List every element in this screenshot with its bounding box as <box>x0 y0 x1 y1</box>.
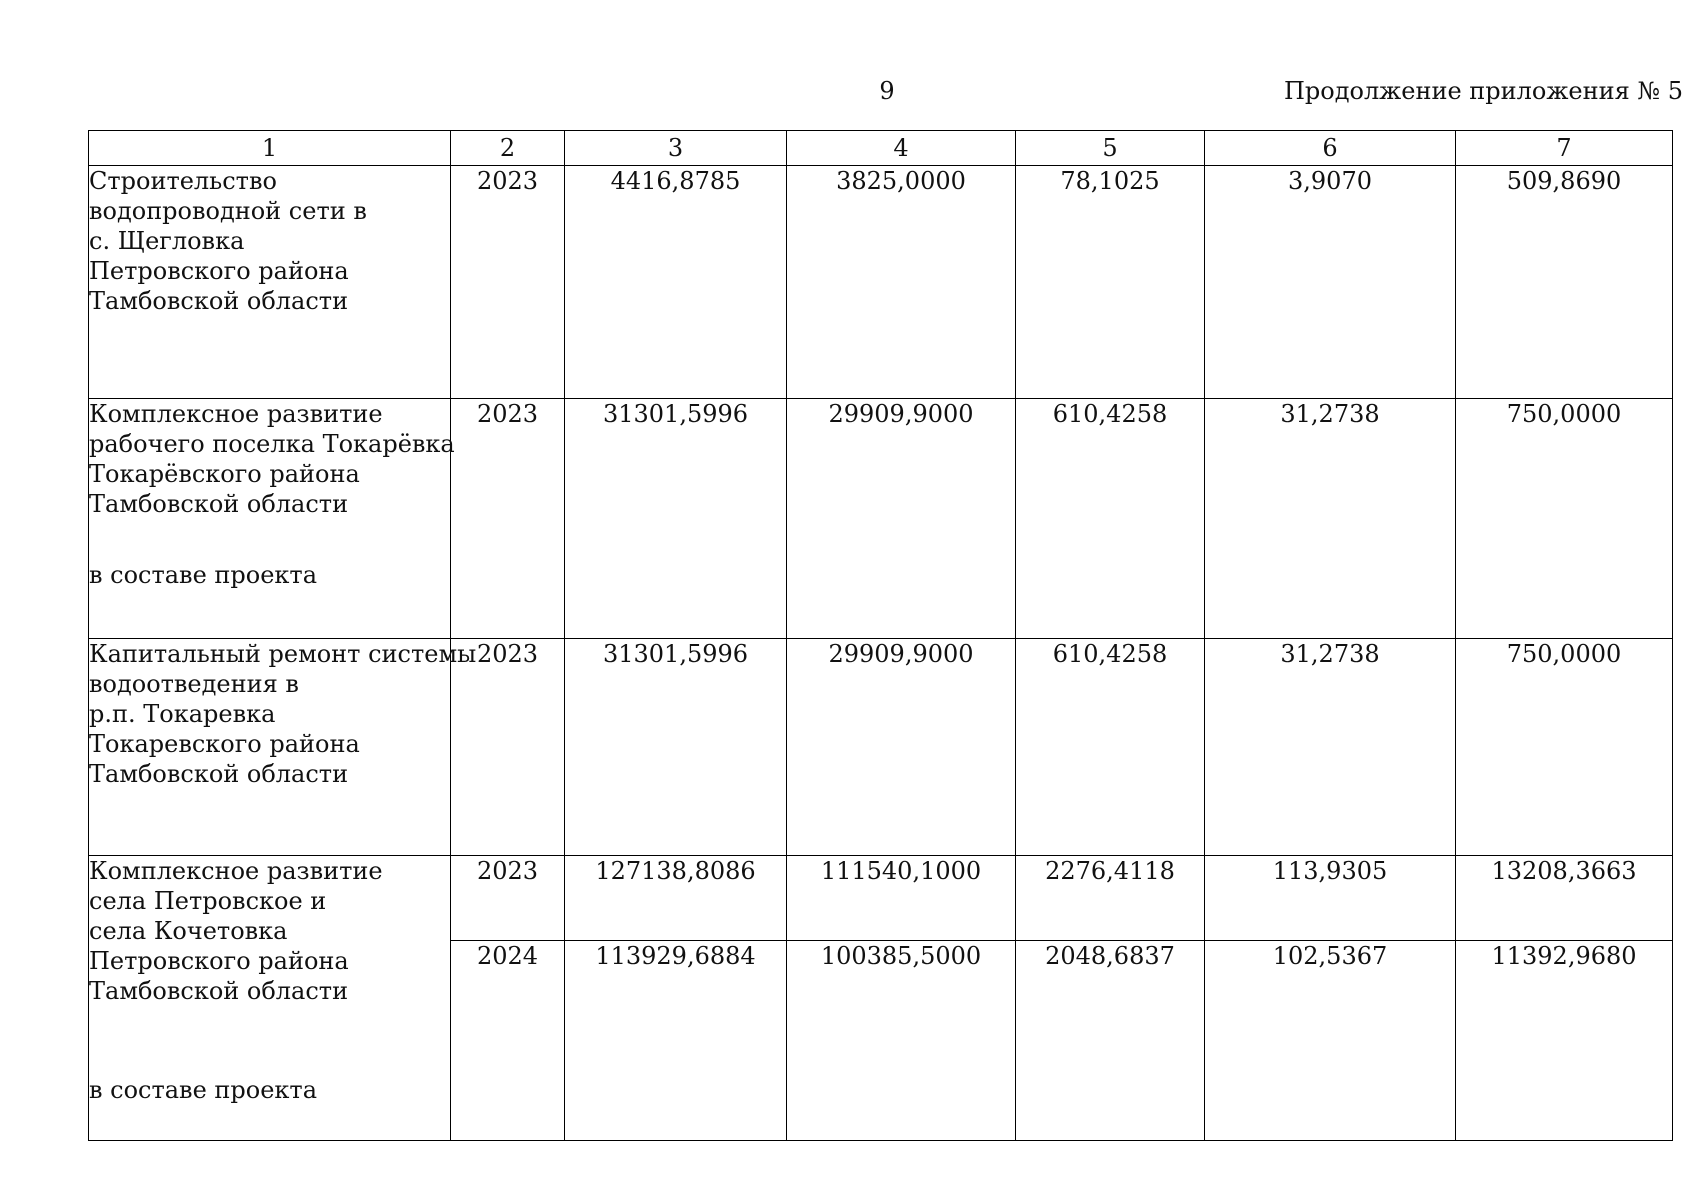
object-name-line: водопроводной сети в <box>89 197 367 225</box>
column-number: 2 <box>451 131 565 166</box>
value-cell: 13208,3663 <box>1456 856 1673 941</box>
value-cell: 29909,9000 <box>787 639 1016 856</box>
value-cell: 610,4258 <box>1016 639 1205 856</box>
object-name-line: Комплексное развитие <box>89 857 383 885</box>
value-cell: 29909,9000 <box>787 399 1016 639</box>
year-cell: 2024 <box>451 941 565 1141</box>
value-cell: 2048,6837 <box>1016 941 1205 1141</box>
table-row <box>89 399 1673 639</box>
object-name-line: с. Щегловка <box>89 227 245 255</box>
column-number: 3 <box>565 131 787 166</box>
value-cell: 127138,8086 <box>565 856 787 941</box>
object-name-cell <box>89 166 451 399</box>
year-cell: 2023 <box>451 856 565 941</box>
value-cell: 31301,5996 <box>565 399 787 639</box>
column-number: 1 <box>89 131 451 166</box>
object-name-line: села Кочетовка <box>89 917 288 945</box>
value-cell: 111540,1000 <box>787 856 1016 941</box>
value-cell: 113,9305 <box>1205 856 1456 941</box>
year-cell: 2023 <box>451 399 565 639</box>
value-cell: 11392,9680 <box>1456 941 1673 1141</box>
object-name-line: Тамбовской области <box>89 760 349 788</box>
table-row <box>89 639 1673 856</box>
object-name-line: Петровского района <box>89 257 349 285</box>
object-name-line: Тамбовской области <box>89 977 349 1005</box>
object-name-line: водоотведения в <box>89 670 299 698</box>
object-name-line: Комплексное развитие <box>89 400 383 428</box>
object-name-cell <box>89 399 455 639</box>
year-cell: 2023 <box>451 166 565 399</box>
value-cell: 3,9070 <box>1205 166 1456 399</box>
object-name-line: Токарёвского района <box>89 460 360 488</box>
column-number-row <box>89 131 1673 166</box>
value-cell: 4416,8785 <box>565 166 787 399</box>
project-note: в составе проекта <box>89 1076 317 1104</box>
value-cell: 31,2738 <box>1205 399 1456 639</box>
object-name-cell <box>89 856 451 1141</box>
value-cell: 2276,4118 <box>1016 856 1205 941</box>
year-cell: 2023 <box>451 639 565 856</box>
object-name-line: Капитальный ремонт системы <box>89 640 477 668</box>
column-number: 4 <box>787 131 1016 166</box>
appendix-table <box>88 130 1673 1141</box>
page-number: 9 <box>879 77 895 105</box>
table-row <box>89 856 1673 941</box>
object-name-line: Петровского района <box>89 947 349 975</box>
object-name-line: Тамбовской области <box>89 287 349 315</box>
object-name-line: рабочего поселка Токарёвка <box>89 430 455 458</box>
column-number: 7 <box>1456 131 1673 166</box>
object-name-line: Строительство <box>89 167 277 195</box>
table-row <box>89 166 1673 399</box>
object-name-cell <box>89 639 477 856</box>
appendix-continuation-label: Продолжение приложения № 5 <box>1283 77 1683 105</box>
value-cell: 102,5367 <box>1205 941 1456 1141</box>
value-cell: 31301,5996 <box>565 639 787 856</box>
value-cell: 100385,5000 <box>787 941 1016 1141</box>
value-cell: 750,0000 <box>1456 639 1673 856</box>
value-cell: 509,8690 <box>1456 166 1673 399</box>
value-cell: 750,0000 <box>1456 399 1673 639</box>
object-name-line: села Петровское и <box>89 887 327 915</box>
object-name-line: Токаревского района <box>89 730 360 758</box>
value-cell: 3825,0000 <box>787 166 1016 399</box>
value-cell: 78,1025 <box>1016 166 1205 399</box>
project-note: в составе проекта <box>89 561 317 589</box>
column-number: 5 <box>1016 131 1205 166</box>
value-cell: 31,2738 <box>1205 639 1456 856</box>
column-number: 6 <box>1205 131 1456 166</box>
value-cell: 610,4258 <box>1016 399 1205 639</box>
object-name-line: Тамбовской области <box>89 490 349 518</box>
object-name-line: р.п. Токаревка <box>89 700 276 728</box>
value-cell: 113929,6884 <box>565 941 787 1141</box>
